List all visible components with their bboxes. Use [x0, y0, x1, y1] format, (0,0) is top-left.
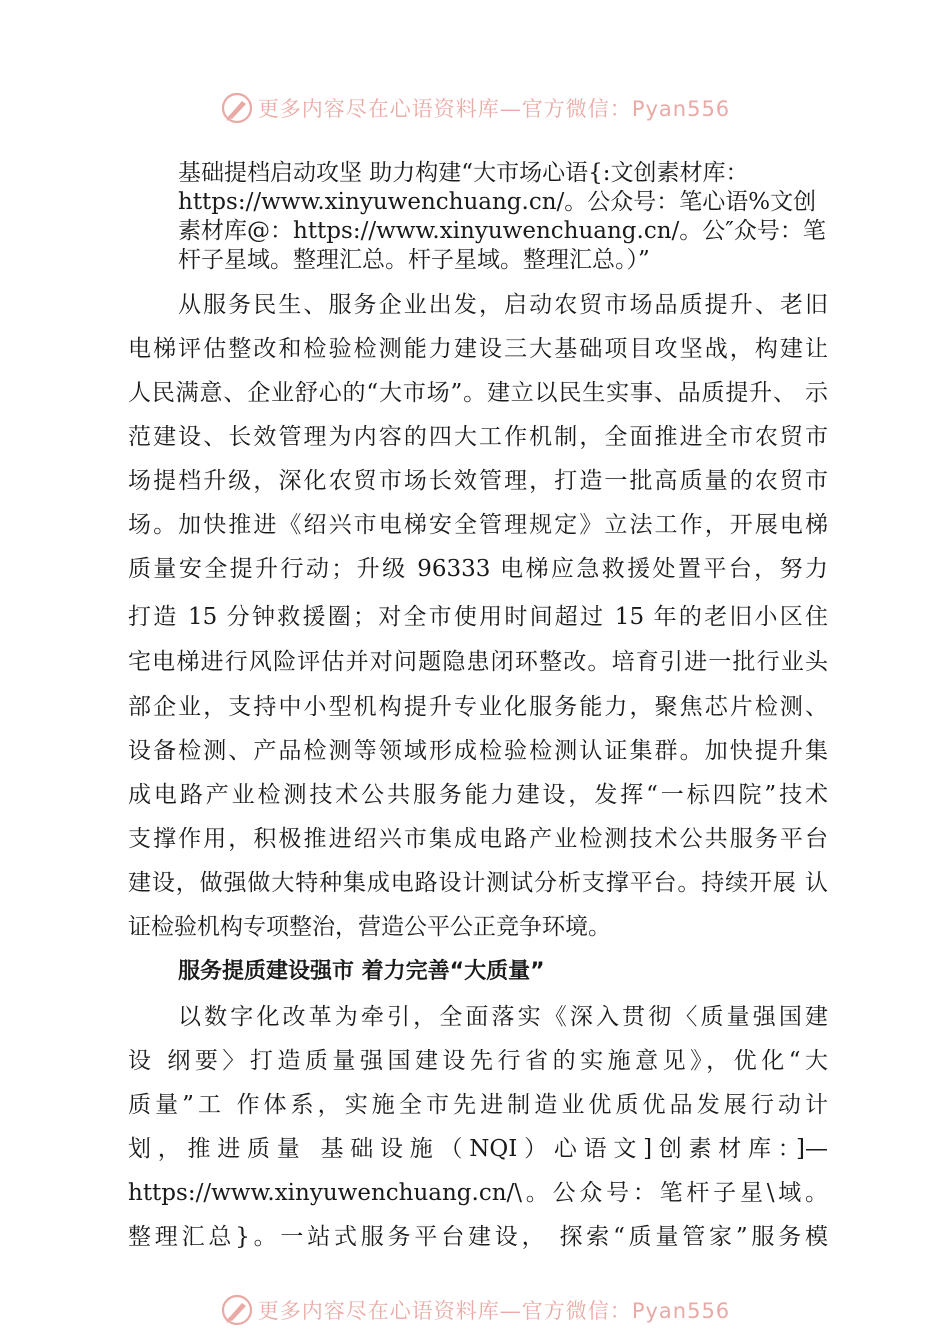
text-line: 打造 15 分钟救援圈；对全市使用时间超过 15 年的老旧小区住 [128, 604, 828, 630]
text-line: 宅电梯进行风险评估并对问题隐患闭环整改。培育引进一批行业头 [128, 649, 828, 675]
section-heading: 服务提质建设强市 着力完善“大质量” [178, 959, 545, 984]
pen-seal-icon [220, 1293, 254, 1327]
header-watermark-banner [0, 88, 950, 128]
text-line: 质量”工 作体系，实施全市先进制造业优质优品发展行动计 [128, 1092, 828, 1118]
text-line: 电梯评估整改和检验检测能力建设三大基础项目攻坚战，构建让 [128, 336, 828, 362]
text-line: 从服务民生、服务企业出发，启动农贸市场品质提升、老旧 [178, 292, 828, 318]
text-line: 场。加快推进《绍兴市电梯安全管理规定》立法工作，开展电梯 [128, 512, 828, 538]
text-line: https://www.xinyuwenchuang.cn/\。公众号：笔杆子星\域。 [128, 1180, 828, 1206]
text-line: 质量安全提升行动；升级 96333 电梯应急救援处置平台，努力 [128, 556, 828, 582]
watermark-text: 更多内容尽在心语资料库—官方微信：Pyan556 [257, 1299, 731, 1323]
text-line: 设备检测、产品检测等领域形成检验检测认证集群。加快提升集 [128, 738, 828, 764]
text-line: 整理汇总}。一站式服务平台建设， 探索“质量管家”服务模 [128, 1224, 828, 1250]
text-line: 杆子星域。整理汇总。杆子星域。整理汇总。）” [178, 247, 650, 273]
text-line: 人民满意、企业舒心的“大市场”。建立以民生实事、品质提升、 示 [128, 380, 828, 406]
text-line: https://www.xinyuwenchuang.cn/。公众号：笔心语%文创 [178, 189, 817, 215]
text-line: 部企业，支持中小型机构提升专业化服务能力，聚焦芯片检测、 [128, 694, 828, 720]
pen-seal-icon [220, 91, 254, 125]
text-line: 划，推进质量 基础设施（NQI）心语文]创素材库：]— [128, 1136, 828, 1162]
text-line: 建设，做强做大特种集成电路设计测试分析支撑平台。持续开展 认 [128, 870, 828, 896]
watermark-text: 更多内容尽在心语资料库—官方微信：Pyan556 [257, 97, 731, 121]
text-line: 素材库@：https://www.xinyuwenchuang.cn/。公″众号：笔 [178, 218, 826, 244]
text-line: 范建设、长效管理为内容的四大工作机制，全面推进全市农贸市 [128, 424, 828, 450]
text-line: 基础提档启动攻坚 助力构建“大市场心语{:文创素材库： [178, 160, 749, 186]
text-line: 场提档升级，深化农贸市场长效管理，打造一批高质量的农贸市 [128, 468, 828, 494]
text-line: 成电路产业检测技术公共服务能力建设，发挥“一标四院”技术 [128, 782, 828, 808]
text-line: 以数字化改革为牵引，全面落实《深入贯彻〈质量强国建 [178, 1004, 828, 1030]
text-line: 支撑作用，积极推进绍兴市集成电路产业检测技术公共服务平台 [128, 826, 828, 852]
text-line: 设 纲要〉打造质量强国建设先行省的实施意见》，优化“大 [128, 1048, 828, 1074]
footer-watermark-banner [0, 1290, 950, 1330]
text-line: 证检验机构专项整治，营造公平公正竞争环境。 [128, 914, 611, 940]
